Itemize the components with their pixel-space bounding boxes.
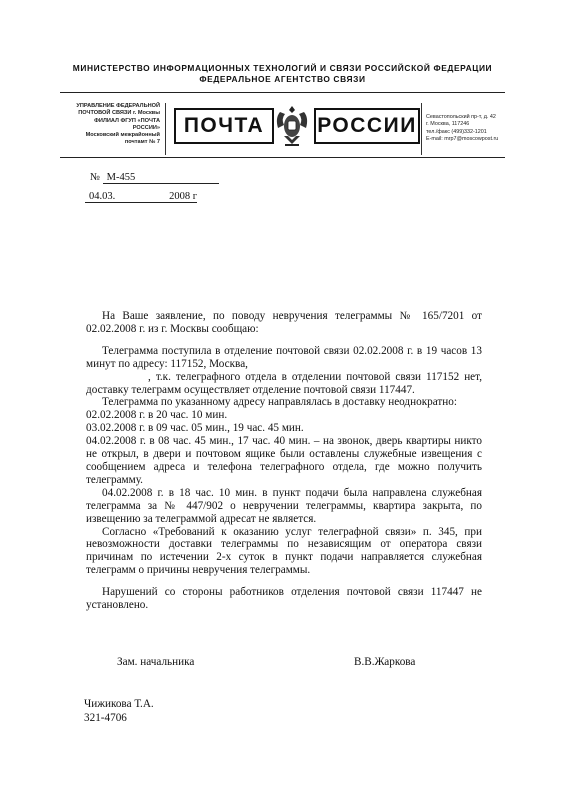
date-field: [85, 191, 197, 203]
pochta-rossii-logo: [170, 102, 420, 150]
letter-date: [85, 191, 197, 203]
org-line: ПОЧТОВОЙ СВЯЗИ г. Москвы: [78, 110, 160, 117]
executor-phone: 321-4706: [84, 712, 127, 724]
signature-name: В.В.Жаркова: [354, 656, 416, 668]
address-line: Севастопольский пр-т, д. 42: [426, 114, 496, 120]
org-line: Московский межрайонный: [85, 132, 160, 139]
date-year: 2008 г: [169, 191, 197, 202]
attempt-1: 02.02.2008 г. в 20 час. 10 мин.: [86, 409, 228, 422]
address-line: г. Москва, 117246: [426, 121, 470, 128]
org-line: ФИЛИАЛ ФГУП «ПОЧТА: [94, 117, 160, 124]
letter-number: [90, 172, 219, 184]
address-block: [426, 114, 546, 143]
paragraph-intro: На Ваше заявление, по поводу невручения телеграммы № 165/7201 от 02.02.2008 г. из г. Москвы сообщаю:: [86, 310, 482, 335]
logo-word-right: РОССИИ: [314, 108, 420, 144]
paragraph-reason: , т.к. телеграфного отдела в отделении почтовой связи 117152 нет, доставку телеграмм осуществляет отделение почтовой связи 117447.: [86, 370, 482, 396]
ministry-line-1: МИНИСТЕРСТВО ИНФОРМАЦИОННЫХ ТЕХНОЛОГИЙ И СВЯЗИ РОССИЙСКОЙ ФЕДЕРАЦИИ: [72, 63, 493, 73]
organization-block: [44, 103, 160, 147]
org-line: почтамт № 7: [124, 139, 160, 146]
attempt-2: 03.02.2008 г. в 09 час. 05 мин., 19 час. 45 мин.: [86, 422, 304, 435]
header-rule-bottom: [60, 157, 505, 158]
eagle-emblem-icon: [273, 102, 311, 150]
number-prefix: №: [90, 172, 101, 183]
ministry-header: [0, 63, 565, 85]
header-rule-top: [60, 92, 505, 93]
number-value: М-455: [103, 172, 219, 184]
paragraph-conclusion: Нарушений со стороны работников отделения почтовой связи 117447 не установлено.: [86, 586, 482, 612]
logo-word-left: ПОЧТА: [174, 108, 274, 144]
signature-position: Зам. начальника: [117, 656, 195, 668]
paragraph-attempts: Телеграмма по указанному адресу направлялась в доставку неоднократно:: [102, 396, 457, 409]
letter-body: [86, 310, 482, 612]
executor-name: Чижикова Т.А.: [84, 698, 154, 710]
ministry-line-2: ФЕДЕРАЛЬНОЕ АГЕНТСТВО СВЯЗИ: [199, 74, 366, 84]
paragraph-arrival: Телеграмма поступила в отделение почтовой связи 02.02.2008 г. в 19 часов 13 минут по адресу: 117152, Москва,: [86, 344, 482, 370]
attempt-3: 04.02.2008 г. в 08 час. 45 мин., 17 час. 40 мин. – на звонок, дверь квартиры никто не открыл, в двери и почтовом ящике были оставлены служебные извещения с сообщением адреса и телефона телеграфного отдела, где можно получить телеграмму.: [86, 435, 482, 486]
divider-right: [421, 103, 422, 155]
divider-left: [165, 103, 166, 155]
paragraph-regulation: Согласно «Требований к оказанию услуг телеграфной связи» п. 345, при невозможности доставки телеграммы по независящим от оператора связи причинам по истечении 2-х суток в пункт подачи направляется служебная телеграмм о причины невручения телеграммы.: [86, 525, 482, 577]
address-line: тел./факс (499)332-1201: [426, 128, 487, 135]
org-line: УПРАВЛЕНИЕ ФЕДЕРАЛЬНОЙ: [76, 103, 160, 109]
date-day: 04.03.: [89, 191, 116, 202]
org-line: РОССИИ»: [132, 124, 160, 131]
paragraph-service-telegram: 04.02.2008 г. в 18 час. 10 мин. в пункт подачи была направлена служебная телеграмма за № 447/902 о невручении телеграммы, квартира закрыта, по извещению за телеграммой адресат не является.: [86, 486, 482, 525]
address-line: E-mail: mrp7@moscowpost.ru: [426, 135, 499, 142]
